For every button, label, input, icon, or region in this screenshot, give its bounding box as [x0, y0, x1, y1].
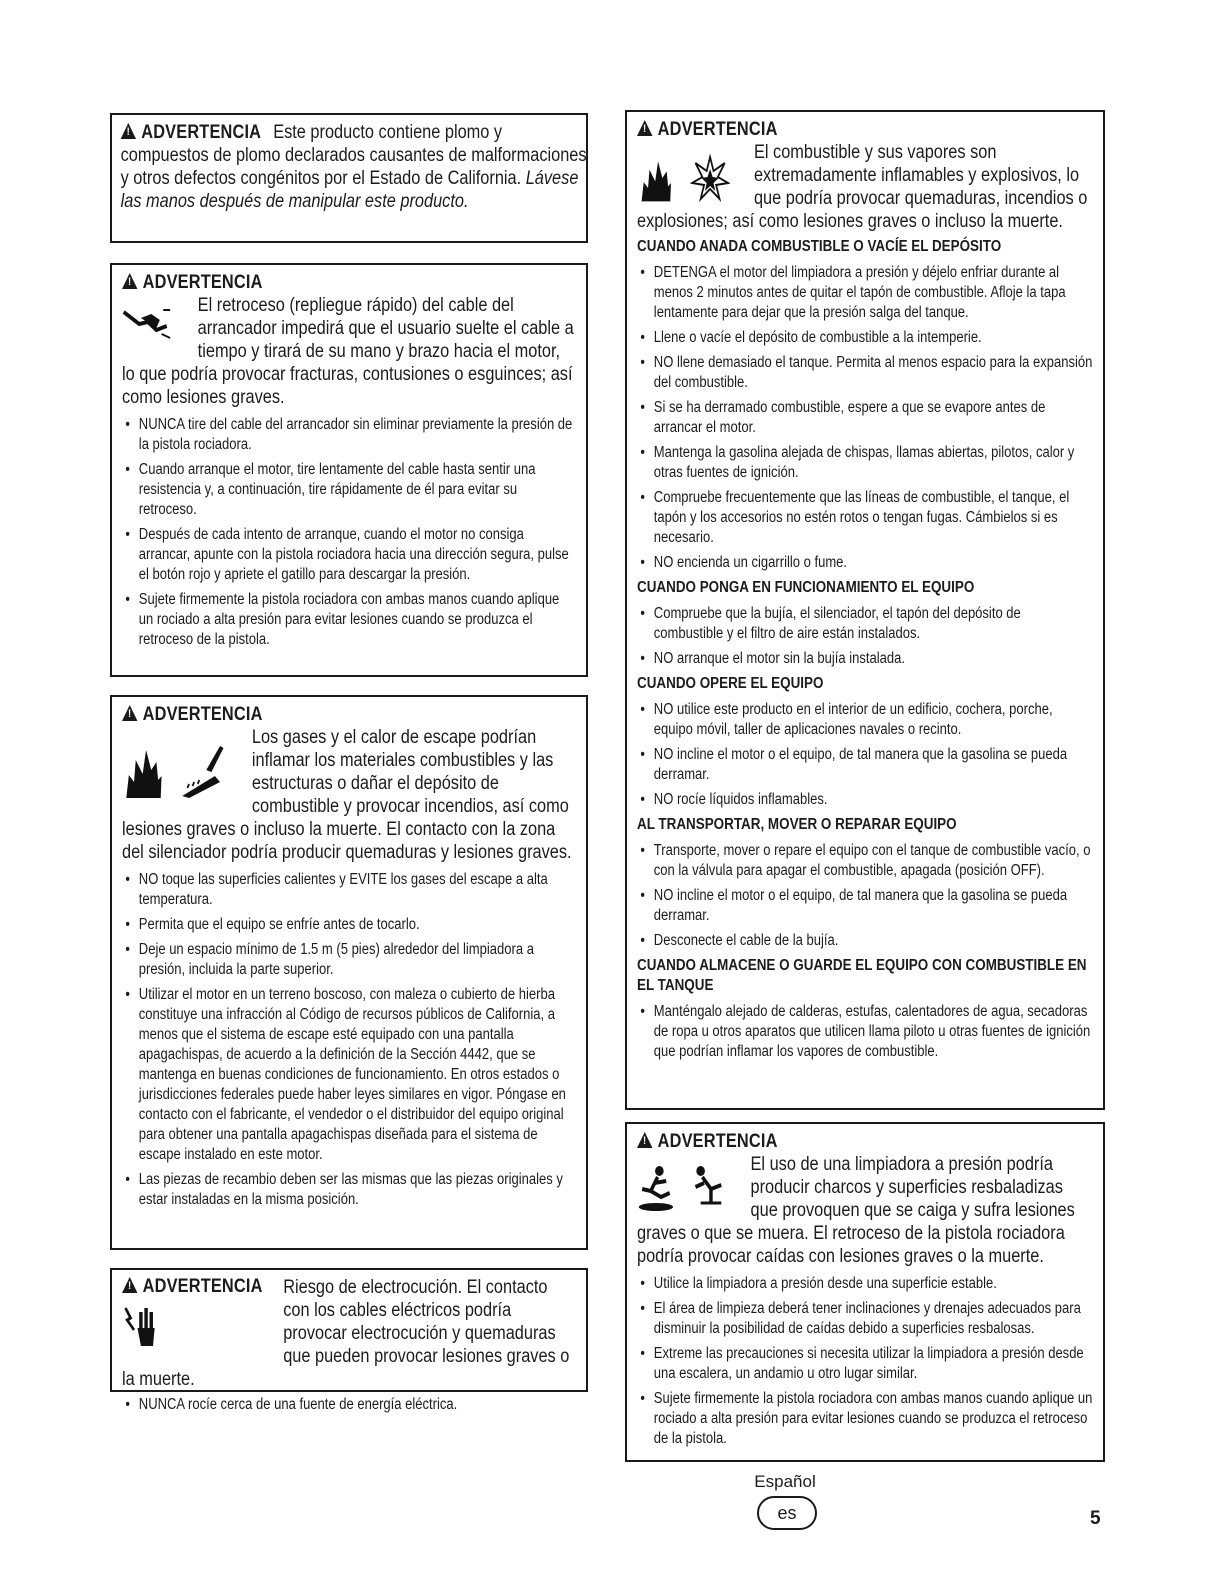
- list-item: • NUNCA tire del cable del arrancador sin eliminar previamente la presión de la pistola rociadora.: [122, 415, 576, 455]
- list-item: • Compruebe que la bujía, el silenciador, el tapón del depósito de combustible y el filtro de aire están instalados.: [637, 604, 1093, 644]
- slip-intro: El uso de una limpiadora a presión podría producir charcos y superficies resbaladizas que provoquen que se caiga y sufra lesiones graves o que se muera. El retroceso de la pistola rociadora podría provocar caídas con lesiones graves o la muerte.: [637, 1154, 1075, 1267]
- recoil-hand-icon: [122, 304, 174, 344]
- hot-surface-icon: [180, 740, 227, 800]
- footer-language: Español: [754, 1472, 816, 1491]
- list-item: • Cuando arranque el motor, tire lentamente del cable hasta sentir una resistencia y, a continuación, tire rápidamente de él para evitar su retroceso.: [122, 460, 576, 520]
- list-item: • DETENGA el motor del limpiadora a presión y déjelo enfriar durante al menos 2 minutos antes de quitar el tapón de combustible. Afloje la tapa lentamente para dejar que la presión salga del tanque.: [637, 263, 1093, 323]
- list-item: • Utilizar el motor en un terreno boscoso, con maleza o cubierto de hierba constituye una infracción al Código de recursos públicos de California, a menos que el sistema de escape esté equipado con una pantalla apagachispas, de acuerdo a la definición de la Sección 4442, que se mantenga en buenas condiciones de funcionamiento. En otros estados o jurisdicciones federales puede haber leyes similares en vigor. Póngase en contacto con el fabricante, el vendedor o el distribuidor del equipo original para obtener una pantalla apagachispas diseñada para el sistema de escape instalado en este motor.: [122, 985, 576, 1165]
- fire-icon: [122, 740, 165, 800]
- list-item: • NO incline el motor o el equipo, de tal manera que la gasolina se pueda derramar.: [637, 745, 1093, 785]
- warning-triangle-icon: [637, 1132, 652, 1148]
- warning-box-lead: [110, 113, 588, 243]
- list-item: • NO incline el motor o el equipo, de tal manera que la gasolina se pueda derramar.: [637, 886, 1093, 926]
- warning-box-fuel: [625, 110, 1105, 1110]
- section-heading: CUANDO ANADA COMBUSTIBLE O VACÍE EL DEPÓSITO: [637, 238, 1002, 255]
- warning-box-exhaust: [110, 695, 588, 1250]
- fall-hazard-icon: [692, 1163, 726, 1213]
- warning-triangle-icon: [121, 123, 136, 139]
- list-item: • Utilice la limpiadora a presión desde una superficie estable.: [637, 1274, 1093, 1294]
- warning-label: ADVERTENCIA: [142, 1276, 263, 1297]
- warning-label: ADVERTENCIA: [142, 704, 263, 725]
- exhaust-intro: Los gases y el calor de escape podrían inflamar los materiales combustibles y las estructuras o dañar el depósito de combustible y provocar incendios, así como lesiones graves o incluso la muerte. El contacto con la zona del silenciador podría producir quemaduras y lesiones graves.: [122, 727, 572, 863]
- list-item: • NO utilice este producto en el interior de un edificio, cochera, porche, equipo móvil, taller de aplicaciones navales o recinto.: [637, 700, 1093, 740]
- warning-triangle-icon: [122, 273, 137, 289]
- kickback-intro: El retroceso (repliegue rápido) del cable del arrancador impedirá que el usuario suelte el cable a tiempo y tirará de su mano y brazo hacia el motor, lo que podría provocar fracturas, contusiones o esguinces; así como lesiones graves.: [122, 295, 574, 408]
- warning-label: ADVERTENCIA: [141, 122, 262, 143]
- list-item: • Sujete firmemente la pistola rociadora con ambas manos cuando aplique un rociado a alta presión para evitar lesiones cuando se produzca el retroceso de la pistola.: [637, 1389, 1093, 1449]
- list-item: • NO arranque el motor sin la bujía instalada.: [637, 649, 1093, 669]
- section-heading: CUANDO OPERE EL EQUIPO: [637, 675, 824, 692]
- page-number: 5: [1090, 1508, 1101, 1529]
- warning-label: ADVERTENCIA: [657, 119, 778, 140]
- list-item: • Las piezas de recambio deben ser las mismas que las piezas originales y estar instaladas en la misma posición.: [122, 1170, 576, 1210]
- section-heading: CUANDO ALMACENE O GUARDE EL EQUIPO CON COMBUSTIBLE EN EL TANQUE: [637, 957, 1087, 994]
- list-item: • Extreme las precauciones si necesita utilizar la limpiadora a presión desde una escalera, un andamio u otro lugar similar.: [637, 1344, 1093, 1384]
- warning-box-slip: [625, 1122, 1105, 1462]
- lead-warning-instruction: Lávese las manos después de manipular este producto.: [120, 168, 579, 212]
- list-item: • NUNCA rocíe cerca de una fuente de energía eléctrica.: [122, 1395, 576, 1415]
- fuel-intro: El combustible y sus vapores son extremadamente inflamables y explosivos, lo que podría provocar quemaduras, incendios o explosiones; así como lesiones graves o incluso la muerte.: [637, 142, 1088, 232]
- list-item: • NO llene demasiado el tanque. Permita al menos espacio para la expansión del combustible.: [637, 353, 1093, 393]
- electrocution-intro: Riesgo de electrocución. El contacto con los cables eléctricos podría provocar electrocución y quemaduras que pueden provocar lesiones graves o la muerte.: [122, 1277, 570, 1390]
- warning-box-electrocution: [110, 1268, 588, 1413]
- section-heading: AL TRANSPORTAR, MOVER O REPARAR EQUIPO: [637, 816, 957, 833]
- warning-label: ADVERTENCIA: [657, 1131, 778, 1152]
- fire-icon: [637, 153, 675, 203]
- list-item: • Sujete firmemente la pistola rociadora con ambas manos cuando aplique un rociado a alta presión para evitar lesiones cuando se produzca el retroceso de la pistola.: [122, 590, 576, 650]
- list-item: • Compruebe frecuentemente que las líneas de combustible, el tanque, el tapón y los accesorios no estén rotos o tengan fugas. Cámbielos si es necesario.: [637, 488, 1093, 548]
- warning-label: ADVERTENCIA: [142, 272, 263, 293]
- list-item: • Después de cada intento de arranque, cuando el motor no consiga arrancar, apunte con la pistola rociadora hacia una dirección segura, pulse el botón rojo y apriete el gatillo para descargar la presión.: [122, 525, 576, 585]
- list-item: • NO toque las superficies calientes y EVITE los gases del escape a alta temperatura.: [122, 870, 576, 910]
- list-item: • Manténgalo alejado de calderas, estufas, calentadores de agua, secadoras de ropa u otros aparatos que utilicen llama piloto u otras fuentes de ignición que podrían inflamar los vapores de combustible.: [637, 1002, 1093, 1062]
- list-item: • Deje un espacio mínimo de 1.5 m (5 pies) alrededor del limpiadora a presión, incluida la parte superior.: [122, 940, 576, 980]
- warning-triangle-icon: [122, 705, 137, 721]
- slip-hazard-icon: [637, 1163, 677, 1213]
- language-badge: [757, 1496, 817, 1530]
- warning-triangle-icon: [637, 120, 652, 136]
- warning-box-kickback: [110, 263, 588, 677]
- lead-warning-text: Este producto contiene plomo y compuestos de plomo declarados causantes de malformaciones y otros defectos congénitos por el Estado de California.: [120, 122, 587, 189]
- list-item: • Llene o vacíe el depósito de combustible a la intemperie.: [637, 328, 1093, 348]
- list-item: • Transporte, mover o repare el equipo con el tanque de combustible vacío, o con la válvula para apagar el combustible, apagada (posición OFF).: [637, 841, 1093, 881]
- list-item: • Permita que el equipo se enfríe antes de tocarlo.: [122, 915, 576, 935]
- list-item: • El área de limpieza deberá tener inclinaciones y drenajes adecuados para disminuir la posibilidad de caídas debido a superficies resbalosas.: [637, 1299, 1093, 1339]
- list-item: • Si se ha derramado combustible, espere a que se evapore antes de arrancar el motor.: [637, 398, 1093, 438]
- section-heading: CUANDO PONGA EN FUNCIONAMIENTO EL EQUIPO: [637, 579, 975, 596]
- list-item: • Desconecte el cable de la bujía.: [637, 931, 1093, 951]
- electrocution-hand-icon: [122, 1304, 160, 1350]
- language-code: es: [777, 1503, 797, 1523]
- list-item: • NO rocíe líquidos inflamables.: [637, 790, 1093, 810]
- warning-triangle-icon: [122, 1277, 137, 1293]
- list-item: • Mantenga la gasolina alejada de chispas, llamas abiertas, pilotos, calor y otras fuentes de ignición.: [637, 443, 1093, 483]
- explosion-icon: [690, 153, 730, 203]
- list-item: • NO encienda un cigarrillo o fume.: [637, 553, 1093, 573]
